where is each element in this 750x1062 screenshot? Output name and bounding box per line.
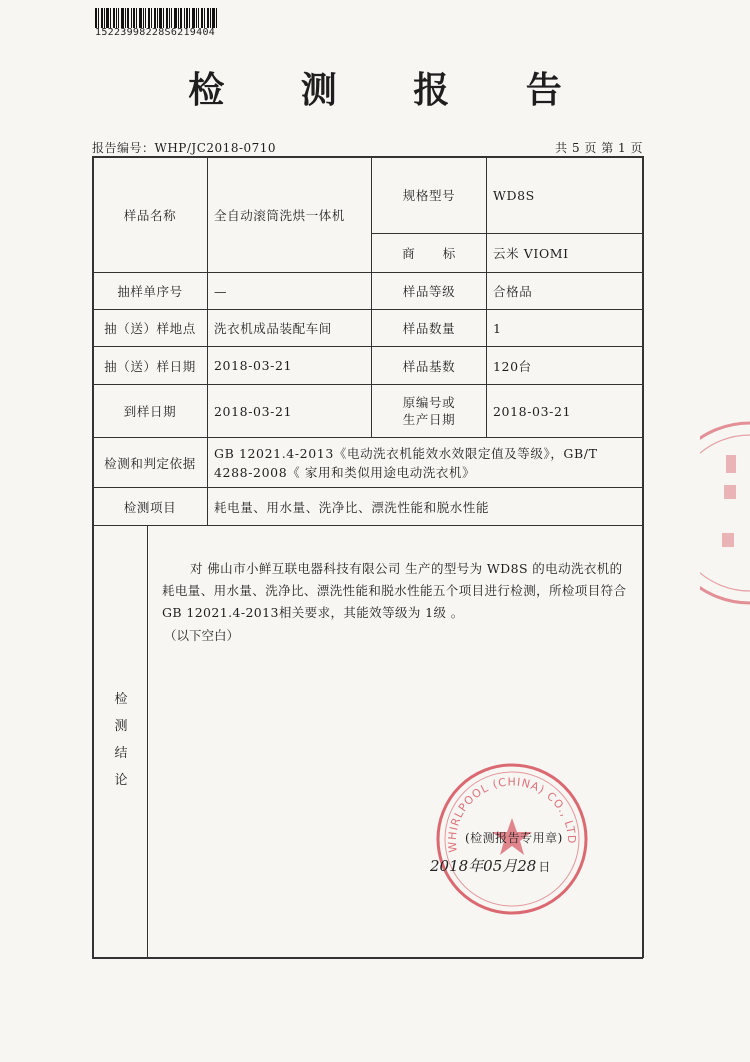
sampling-no-label: 抽样单序号: [117, 284, 183, 299]
basis-value: GB 12021.4-2013《电动洗衣机能效水效限定值及等级》，GB/T 4288-2008《 家用和类似用途电动洗衣机》: [214, 445, 598, 480]
orig-label: 原编号或 生产日期: [402, 395, 456, 427]
brand-value: 云米 VIOMI: [493, 246, 569, 261]
blank-note: （以下空白）: [164, 628, 240, 643]
sign-date-handwriting: 2018年05月28: [430, 857, 537, 875]
sample-name-label: 样品名称: [123, 207, 177, 223]
location-value: 洗衣机成品装配车间: [214, 321, 332, 336]
sign-date: [430, 855, 550, 876]
svg-text:WHIRLPOOL (CHINA) CO., LTD: WHIRLPOOL (CHINA) CO., LTD: [445, 775, 579, 853]
barcode: [95, 8, 217, 28]
basis-label: 检测和判定依据: [104, 455, 196, 471]
report-number: 报告编号：WHP/JC2018-0710: [92, 141, 277, 155]
page-title: 检 测 报 告: [188, 70, 594, 111]
conclusion-text: 对 佛山市小鲜互联电器科技有限公司 生产的型号为 WD8S 的电动洗衣机的耗电量、用水量、洗净比、漂洗性能和脱水性能五个项目进行检测，所检项目符合GB 12021.4-2013相关要求，其能效等级为 1级 。: [162, 561, 627, 620]
grade-label: 样品等级: [402, 284, 456, 299]
sampling-no-value: —: [214, 283, 228, 299]
quantity-value: 1: [493, 320, 502, 336]
seal-caption: (检测报告专用章): [465, 831, 563, 845]
sign-date-suffix: 日: [538, 860, 551, 874]
arrival-value: 2018-03-21: [214, 403, 293, 419]
conclusion-label: 检 测 结 论: [114, 692, 128, 788]
spec-value: WD8S: [493, 187, 535, 203]
barcode-number: 15223998228S6219404: [95, 27, 216, 38]
edge-seal-icon: [700, 415, 750, 610]
date-label: 抽（送）样日期: [104, 358, 196, 374]
base-value: 120台: [493, 358, 532, 374]
arrival-label: 到样日期: [123, 404, 177, 419]
base-label: 样品基数: [402, 358, 456, 374]
location-label: 抽（送）样地点: [104, 321, 196, 336]
quantity-label: 样品数量: [402, 321, 456, 336]
brand-label: 商 标: [402, 246, 456, 261]
items-value: 耗电量、用水量、洗净比、漂洗性能和脱水性能: [214, 499, 490, 515]
page-info: 共 5 页 第 1 页: [555, 141, 643, 155]
spec-label: 规格型号: [402, 188, 456, 203]
sample-name-value: 全自动滚筒洗烘一体机: [214, 207, 346, 223]
orig-value: 2018-03-21: [493, 403, 572, 419]
date-value: 2018-03-21: [214, 358, 293, 373]
items-label: 检测项目: [123, 499, 177, 515]
grade-value: 合格品: [493, 284, 533, 299]
